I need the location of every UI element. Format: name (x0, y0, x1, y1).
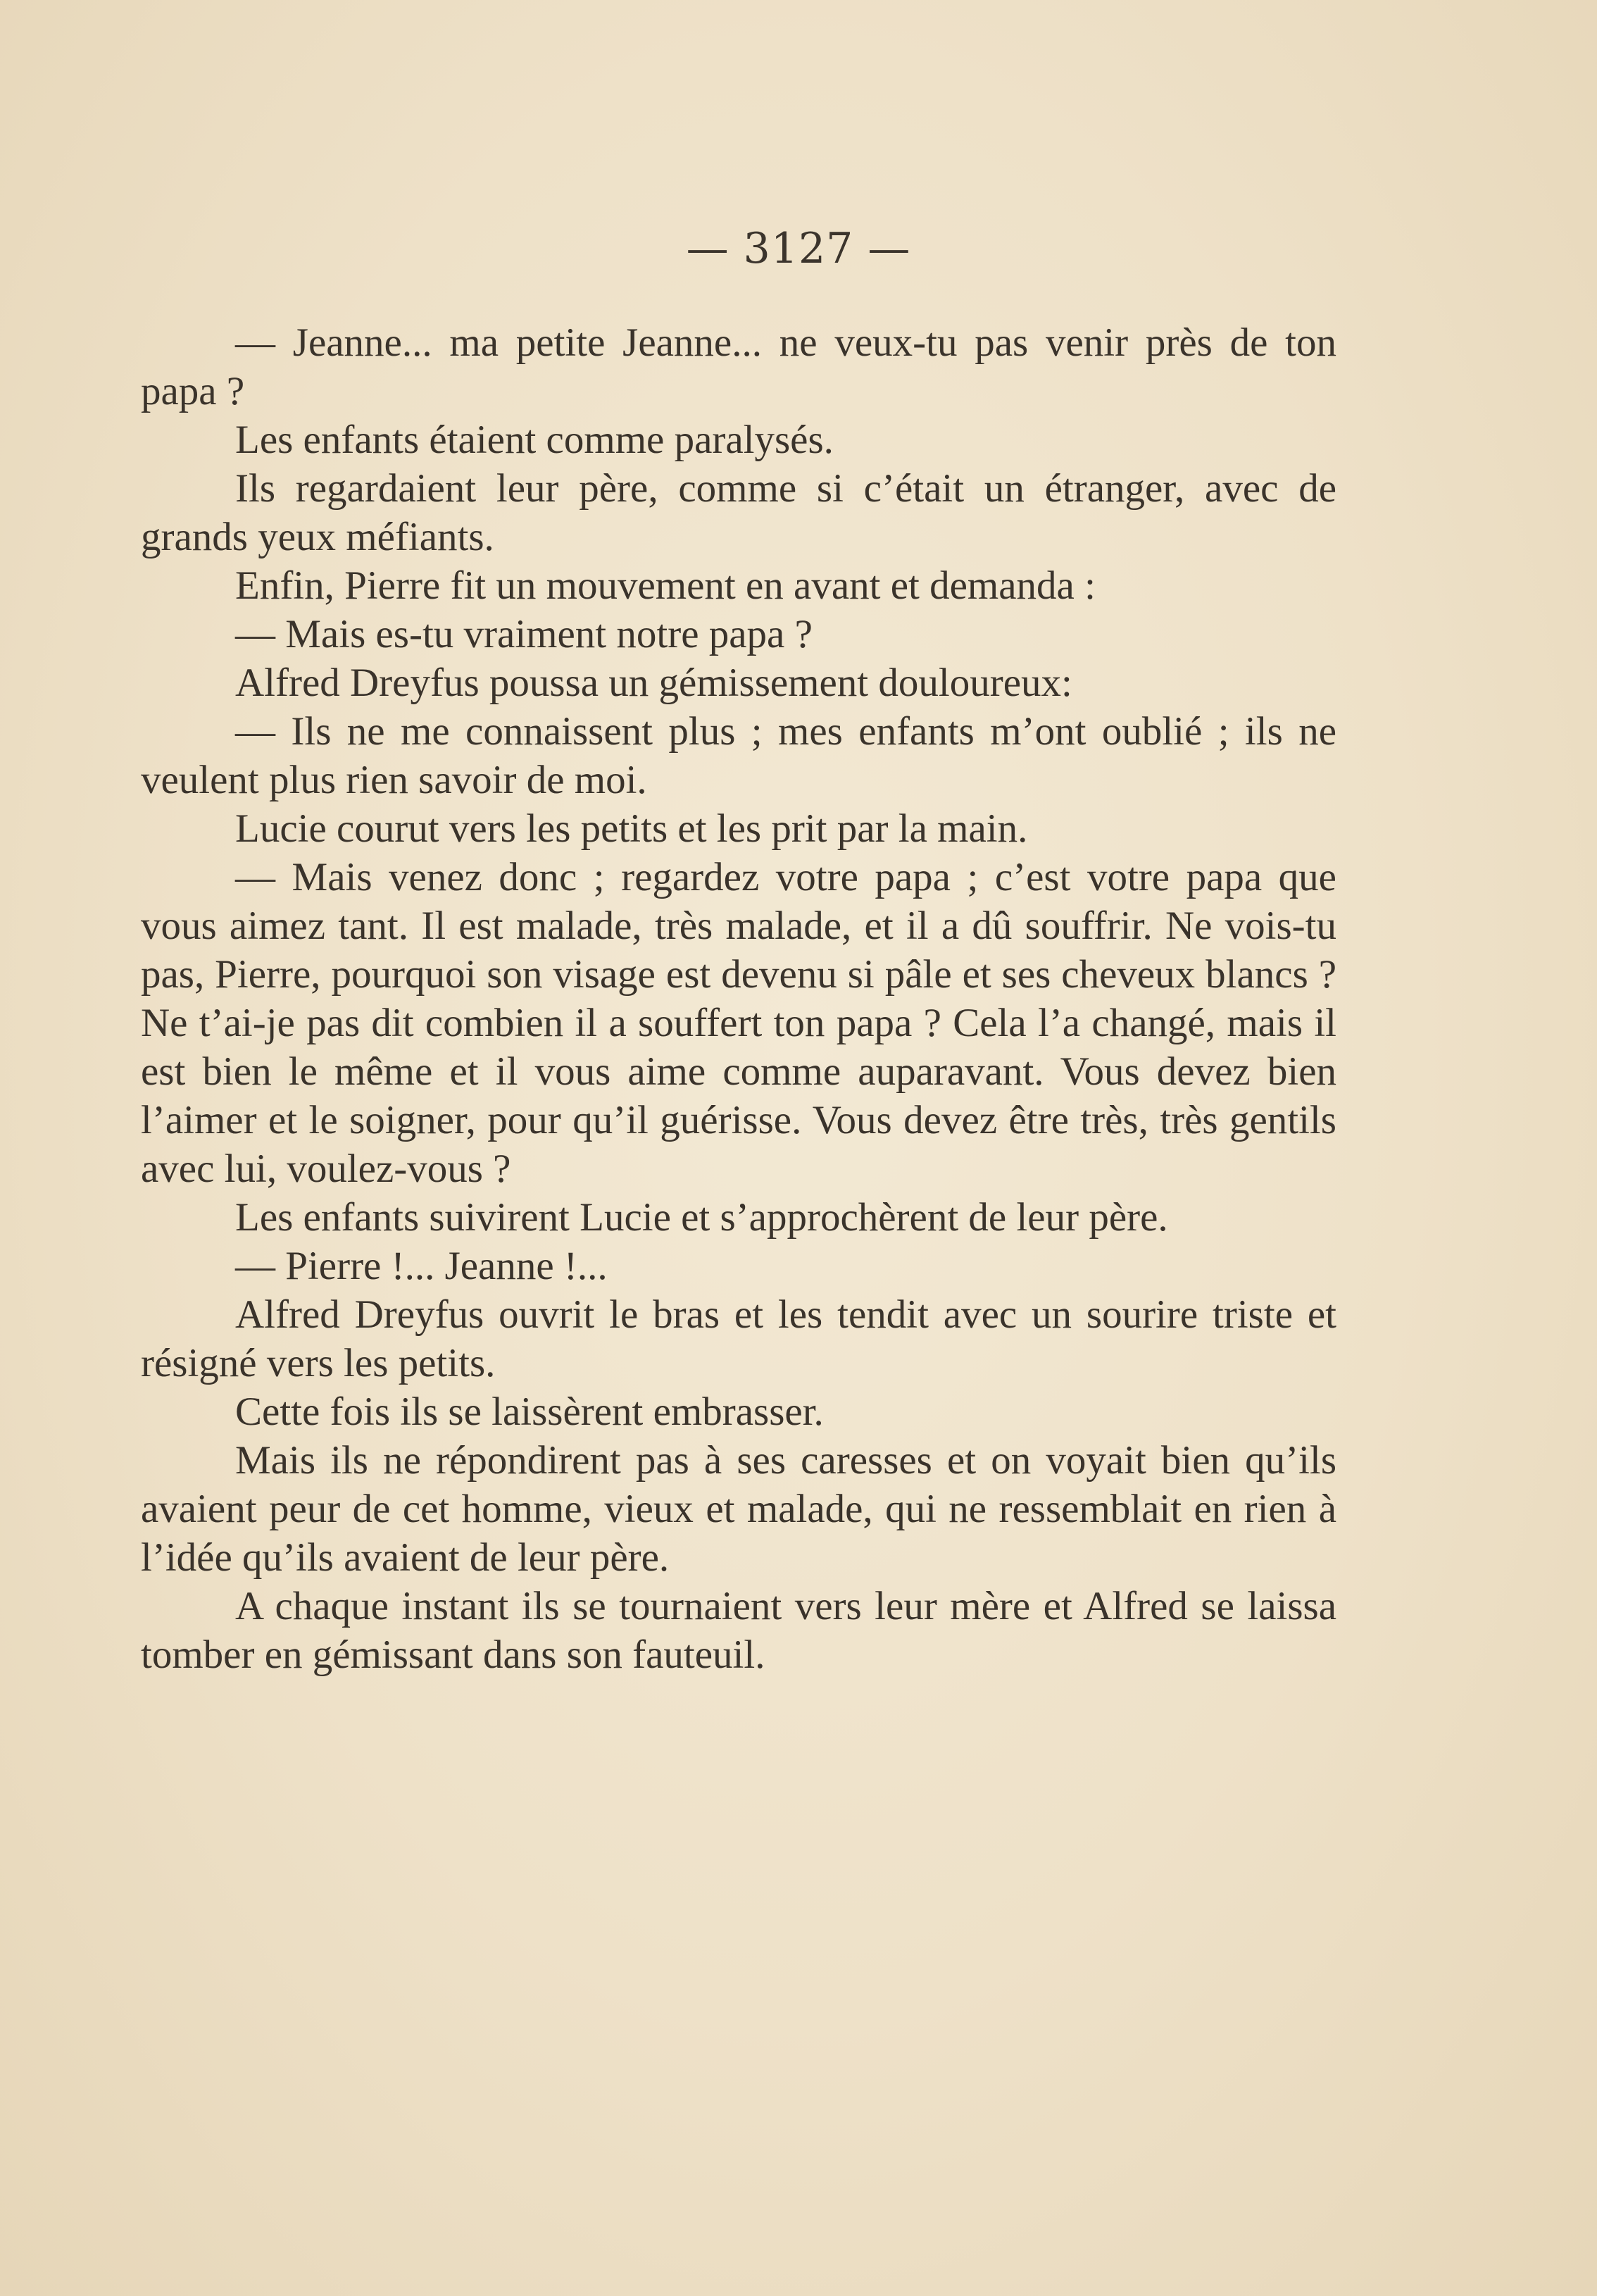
paragraph: Alfred Dreyfus ouvrit le bras et les tendit avec un sourire triste et résigné vers les petits. (141, 1292, 1336, 1385)
paragraph: Alfred Dreyfus poussa un gémissement douloureux: (235, 661, 1072, 705)
paragraph: — Jeanne... ma petite Jeanne... ne veux-tu pas venir près de ton papa ? (141, 320, 1336, 413)
paragraph: A chaque instant ils se tournaient vers leur mère et Alfred se laissa tomber en gémissant dans son fauteuil. (141, 1584, 1336, 1677)
paragraph: Enfin, Pierre fit un mouvement en avant et demanda : (235, 563, 1096, 608)
paragraph: Mais ils ne répondirent pas à ses caresses et on voyait bien qu’ils avaient peur de cet homme, vieux et malade, qui ne ressemblait en rien à l’idée qu’ils avaient de leur père. (141, 1438, 1336, 1580)
paragraph: — Mais venez donc ; regardez votre papa ; c’est votre papa que vous aimez tant. Il est malade, très malade, et il a dû souffrir. Ne vois-tu pas, Pierre, pourquoi son visage est devenu si pâle et ses cheveux blancs ? Ne t’ai-je pas dit combien il a souffert ton papa ? Cela l’a changé, mais il est bien le même et il vous aime comme auparavant. Vous devez bien l’aimer et le soigner, pour qu’il guérisse. Vous devez être très, très gentils avec lui, voulez-vous ? (141, 855, 1336, 1191)
paragraph: — Mais es-tu vraiment notre papa ? (235, 612, 813, 656)
paragraph: Lucie courut vers les petits et les prit par la main. (235, 806, 1028, 851)
body-text (141, 318, 1336, 1679)
paragraph: — Ils ne me connaissent plus ; mes enfants m’ont oublié ; ils ne veulent plus rien savoir de moi. (141, 709, 1336, 802)
paragraph: Ils regardaient leur père, comme si c’était un étranger, avec de grands yeux méfiants. (141, 466, 1336, 559)
paragraph: Cette fois ils se laissèrent embrasser. (235, 1390, 824, 1434)
paragraph: Les enfants étaient comme paralysés. (235, 418, 834, 462)
page-number: — 3127 — (686, 224, 911, 273)
paragraph: — Pierre !... Jeanne !... (235, 1244, 608, 1288)
paragraph: Les enfants suivirent Lucie et s’approchèrent de leur père. (235, 1195, 1168, 1240)
